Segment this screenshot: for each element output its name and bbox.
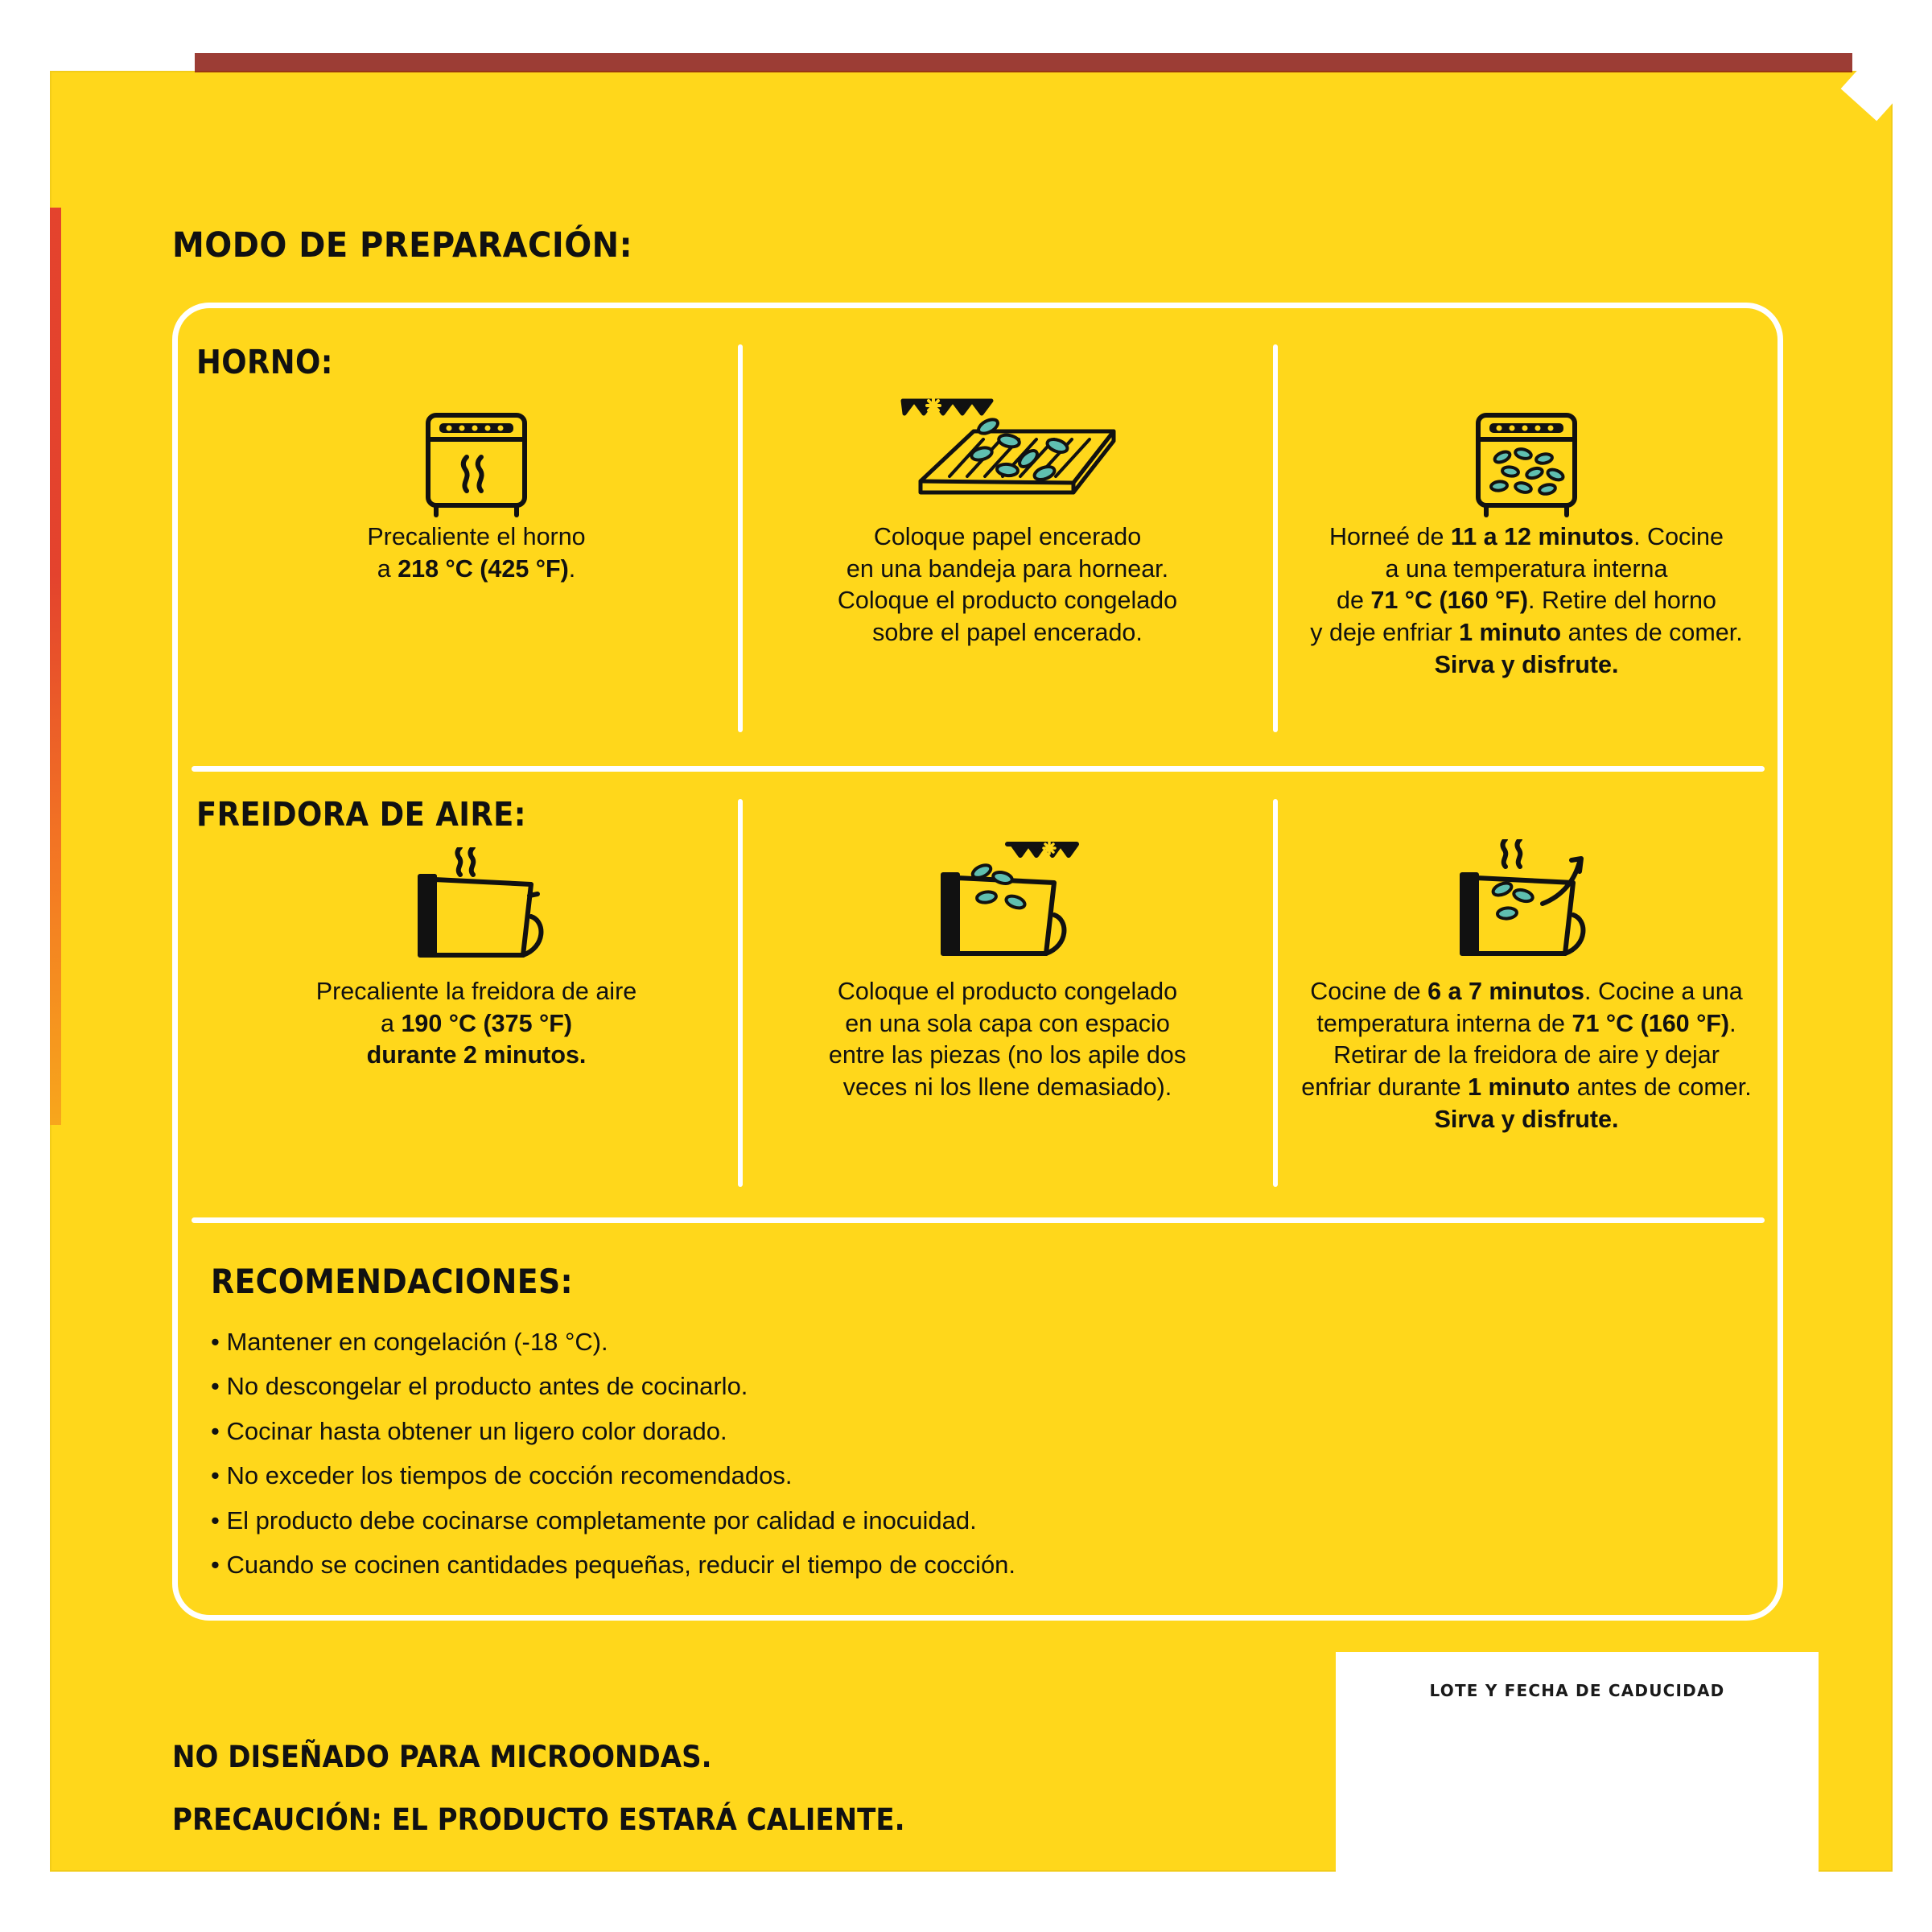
oven-step-3 <box>1293 377 1760 681</box>
air-fryer-step-3 <box>1293 831 1760 1135</box>
divider-vertical <box>1273 799 1278 1187</box>
divider-vertical <box>738 799 743 1187</box>
section-label-recommendations: RECOMENDACIONES: <box>211 1262 574 1301</box>
air-fryer-step-1-text: Precaliente la freidora de aire a 190 °C (375 °F) durante 2 minutos. <box>315 978 637 1069</box>
air-fryer-load-frozen-icon <box>758 831 1257 976</box>
package-side-edge <box>50 208 61 1125</box>
recommendations-list <box>211 1320 1659 1588</box>
list-item: • Cocinar hasta obtener un ligero color dorado. <box>211 1416 727 1445</box>
air-fryer-preheat-icon <box>251 831 702 976</box>
list-item: • Mantener en congelación (-18 °C). <box>211 1328 608 1356</box>
oven-step-2-text: Coloque papel encerado en una bandeja para hornear. Coloque el producto congelado sobre el papel encerado. <box>837 523 1178 646</box>
air-fryer-cooking-icon <box>1293 831 1760 976</box>
divider-horizontal <box>192 1217 1765 1223</box>
page-title: MODO DE PREPARACIÓN: <box>172 225 633 266</box>
air-fryer-step-2 <box>758 831 1257 1104</box>
section-label-air-fryer: FREIDORA DE AIRE: <box>196 795 526 834</box>
footer-caution-warning: PRECAUCIÓN: EL PRODUCTO ESTARÁ CALIENTE. <box>172 1802 905 1837</box>
lot-and-expiry-label: LOTE Y FECHA DE CADUCIDAD <box>1429 1681 1725 1700</box>
package-top-flap-edge <box>195 53 1852 72</box>
oven-preheat-icon <box>251 377 702 521</box>
baking-tray-frozen-product-icon <box>758 377 1257 521</box>
footer-microwave-warning: NO DISEÑADO PARA MICROONDAS. <box>172 1740 712 1774</box>
oven-step-2 <box>758 377 1257 649</box>
oven-step-1 <box>251 377 702 585</box>
divider-vertical <box>738 344 743 732</box>
list-item: • No descongelar el producto antes de cocinarlo. <box>211 1372 748 1401</box>
divider-vertical <box>1273 344 1278 732</box>
list-item: • Cuando se cocinen cantidades pequeñas, reducir el tiempo de cocción. <box>211 1551 1016 1580</box>
lot-and-expiry-box <box>1336 1652 1819 1893</box>
product-package-back-panel <box>50 71 1893 1872</box>
oven-baking-icon <box>1293 377 1760 521</box>
oven-step-1-text: Precaliente el horno a 218 °C (425 °F). <box>367 523 586 583</box>
section-label-oven: HORNO: <box>196 343 333 381</box>
divider-horizontal <box>192 766 1765 772</box>
oven-step-3-text: Horneé de 11 a 12 minutos. Cocine a una temperatura interna de 71 °C (160 °F). Retire del horno y deje enfriar 1 minuto antes de comer. Sirva y disfrute. <box>1310 523 1743 678</box>
air-fryer-step-1 <box>251 831 702 1072</box>
air-fryer-step-3-text: Cocine de 6 a 7 minutos. Cocine a una temperatura interna de 71 °C (160 °F). Retirar de la freidora de aire y dejar enfriar durante 1 minuto antes de comer. Sirva y disfrute. <box>1301 978 1752 1133</box>
air-fryer-step-2-text: Coloque el producto congelado en una sola capa con espacio entre las piezas (no los apile dos veces ni los llene demasiado). <box>828 978 1187 1101</box>
list-item: • El producto debe cocinarse completamente por calidad e inocuidad. <box>211 1506 977 1534</box>
list-item: • No exceder los tiempos de cocción recomendados. <box>211 1461 793 1490</box>
